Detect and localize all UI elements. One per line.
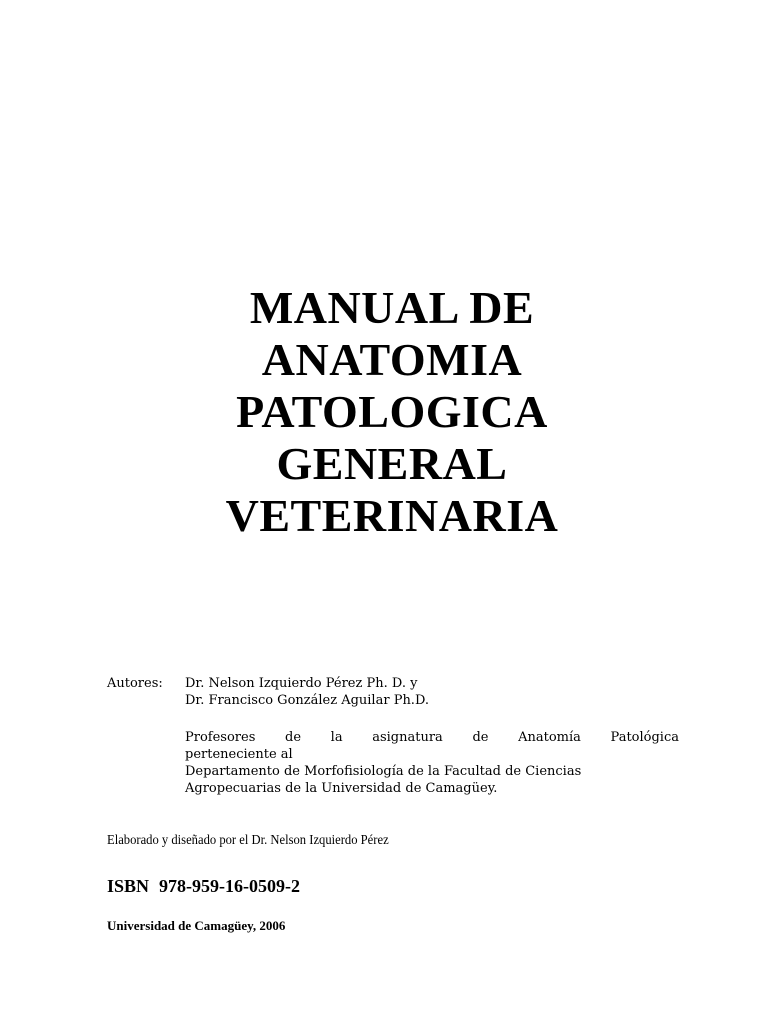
affiliation-row: [107, 729, 679, 797]
affiliation: [185, 729, 679, 797]
authors-block: [107, 675, 679, 797]
title-line: PATOLOGICA: [236, 386, 548, 437]
title-line: GENERAL: [276, 438, 508, 489]
title-line: ANATOMIA: [261, 334, 523, 385]
affiliation-line: Profesores de la asignatura de Anatomía Patológica: [185, 730, 679, 745]
title-line: VETERINARIA: [225, 490, 559, 541]
author-row: [107, 692, 679, 709]
isbn-number: 978-959-16-0509-2: [159, 876, 301, 896]
authors-label: Autores:: [107, 676, 163, 691]
author-name: Dr. Nelson Izquierdo Pérez Ph. D. y: [185, 676, 418, 691]
author-row: [107, 675, 679, 692]
publisher-footer: Universidad de Camagüey, 2006: [107, 918, 286, 933]
affiliation-line: Agropecuarias de la Universidad de Camagüey.: [185, 781, 498, 796]
isbn-label: ISBN: [107, 876, 150, 896]
title-line: MANUAL DE: [249, 282, 535, 333]
affiliation-line: Departamento de Morfofisiología de la Facultad de Ciencias: [185, 764, 582, 779]
isbn: [107, 875, 300, 897]
document-title: [0, 282, 768, 542]
author-name: Dr. Francisco González Aguilar Ph.D.: [185, 693, 430, 708]
credit-line: Elaborado y diseñado por el Dr. Nelson Izquierdo Pérez: [107, 833, 389, 848]
affiliation-line: perteneciente al: [185, 747, 293, 762]
